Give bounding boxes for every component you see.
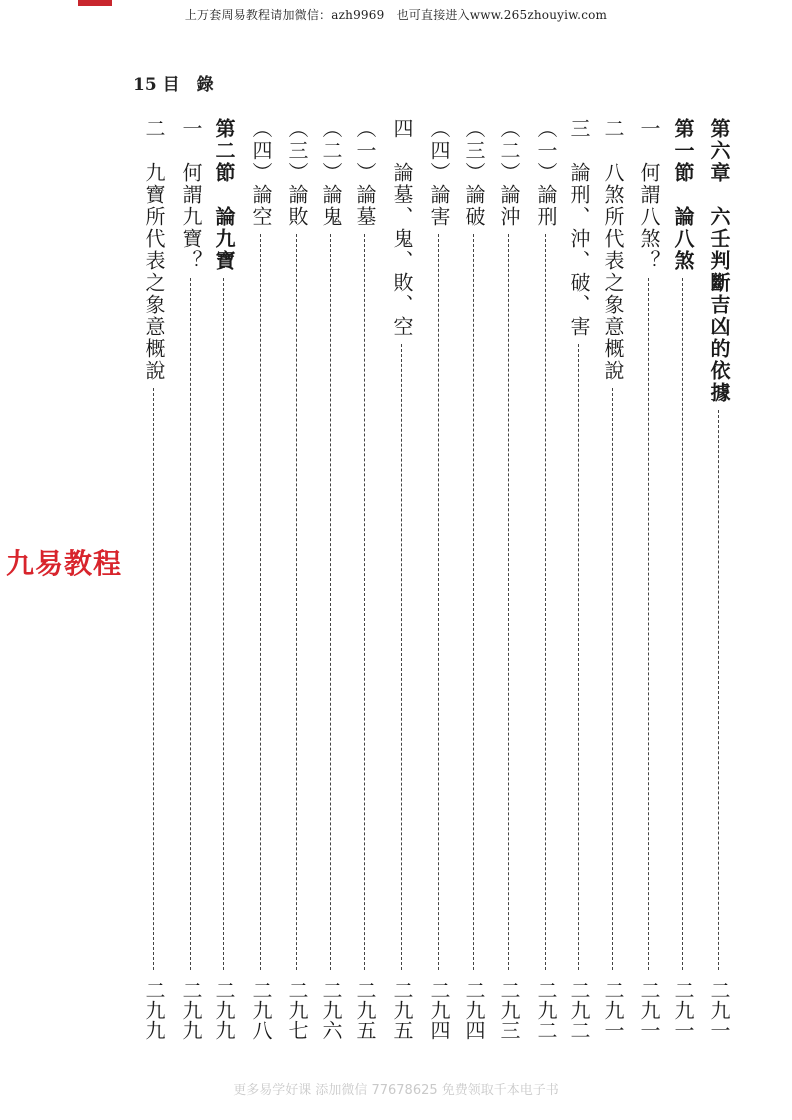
toc-entry-label: 第二節 論九寶: [212, 118, 236, 272]
toc-leader-line: [364, 234, 365, 970]
toc-entry-page: 二九四: [462, 980, 486, 1040]
toc-leader-line: [438, 234, 439, 970]
toc-entry-label: 第六章 六壬判斷吉凶的依據: [707, 118, 731, 404]
toc-entry-page: 二九三: [497, 980, 521, 1040]
toc-entry-page: 二九四: [427, 980, 451, 1040]
toc-leader-line: [718, 410, 719, 970]
toc-entry-page: 二九一: [671, 980, 695, 1040]
watermark-logo: 九易教程: [6, 547, 123, 580]
toc-entry[interactable]: [318, 118, 344, 1040]
toc-entry[interactable]: [248, 118, 274, 1040]
toc-entry-page: 二九二: [534, 980, 558, 1040]
toc-entry-label: （一）論墓: [353, 118, 377, 228]
toc-entry[interactable]: [389, 118, 415, 1040]
toc-entry-label: 三 論刑、沖、破、害: [567, 118, 591, 338]
toc-entry[interactable]: [533, 118, 559, 1040]
toc-entry-label: 第一節 論八煞: [671, 118, 695, 272]
toc-entry[interactable]: [284, 118, 310, 1040]
bottom-banner: 更多易学好课 添加微信 77678625 免费领取千本电子书: [233, 1083, 559, 1098]
toc-leader-line: [296, 234, 297, 970]
toc-entry-label: 一 何謂八煞？: [637, 118, 661, 272]
toc-entry-page: 二九九: [179, 980, 203, 1040]
toc-entry-label: 二 八煞所代表之象意概說: [601, 118, 625, 382]
toc-leader-line: [682, 278, 683, 970]
toc-leader-line: [330, 234, 331, 970]
toc-leader-line: [401, 344, 402, 970]
page-number: 15: [133, 75, 157, 95]
toc-entry-page: 二九六: [319, 980, 343, 1040]
toc-entry[interactable]: [352, 118, 378, 1040]
toc-entry-page: 二九九: [212, 980, 236, 1040]
toc-entry-page: 二九一: [637, 980, 661, 1040]
toc-entry-label: 二 九寶所代表之象意概說: [142, 118, 166, 382]
toc-entry-page: 二九五: [353, 980, 377, 1040]
toc-entry[interactable]: [496, 118, 522, 1040]
toc-entry[interactable]: [566, 118, 592, 1040]
toc-entry-label: （四）論空: [249, 118, 273, 228]
toc-entry-page: 二九七: [285, 980, 309, 1040]
toc-entry[interactable]: [178, 118, 204, 1040]
toc-entry-page: 二九一: [601, 980, 625, 1040]
toc-entry[interactable]: [670, 118, 696, 1040]
toc-entry-label: 一 何謂九寶？: [179, 118, 203, 272]
toc-entry-page: 二九九: [142, 980, 166, 1040]
toc-entry-page: 二九二: [567, 980, 591, 1040]
toc-entry-label: （三）論破: [462, 118, 486, 228]
toc-entry[interactable]: [636, 118, 662, 1040]
toc-leader-line: [508, 234, 509, 970]
toc-entry-label: （二）論鬼: [319, 118, 343, 228]
toc-leader-line: [648, 278, 649, 970]
toc-entry-label: （三）論敗: [285, 118, 309, 228]
toc-entry-page: 二九一: [707, 980, 731, 1040]
toc-leader-line: [612, 388, 613, 970]
toc-entry-label: （二）論沖: [497, 118, 521, 228]
toc-leader-line: [545, 234, 546, 970]
toc-entry-page: 二九五: [390, 980, 414, 1040]
toc-leader-line: [473, 234, 474, 970]
toc-leader-line: [153, 388, 154, 970]
toc-entry[interactable]: [461, 118, 487, 1040]
toc-entry-label: （四）論害: [427, 118, 451, 228]
toc-leader-line: [223, 278, 224, 970]
top-banner: 上万套周易教程请加微信：azh9969 也可直接进入www.265zhouyiw.com: [184, 8, 608, 22]
toc-entry-page: 二九八: [249, 980, 273, 1040]
toc-leader-line: [578, 344, 579, 970]
page-title: 目 錄: [162, 75, 214, 95]
toc-entry[interactable]: [706, 118, 732, 1040]
toc-leader-line: [190, 278, 191, 970]
toc-entry-label: 四 論墓、鬼、敗、空: [390, 118, 414, 338]
toc-entry-label: （一）論刑: [534, 118, 558, 228]
toc-entry[interactable]: [600, 118, 626, 1040]
toc-leader-line: [260, 234, 261, 970]
toc-entry[interactable]: [141, 118, 167, 1040]
toc-entry[interactable]: [211, 118, 237, 1040]
toc-entry[interactable]: [426, 118, 452, 1040]
